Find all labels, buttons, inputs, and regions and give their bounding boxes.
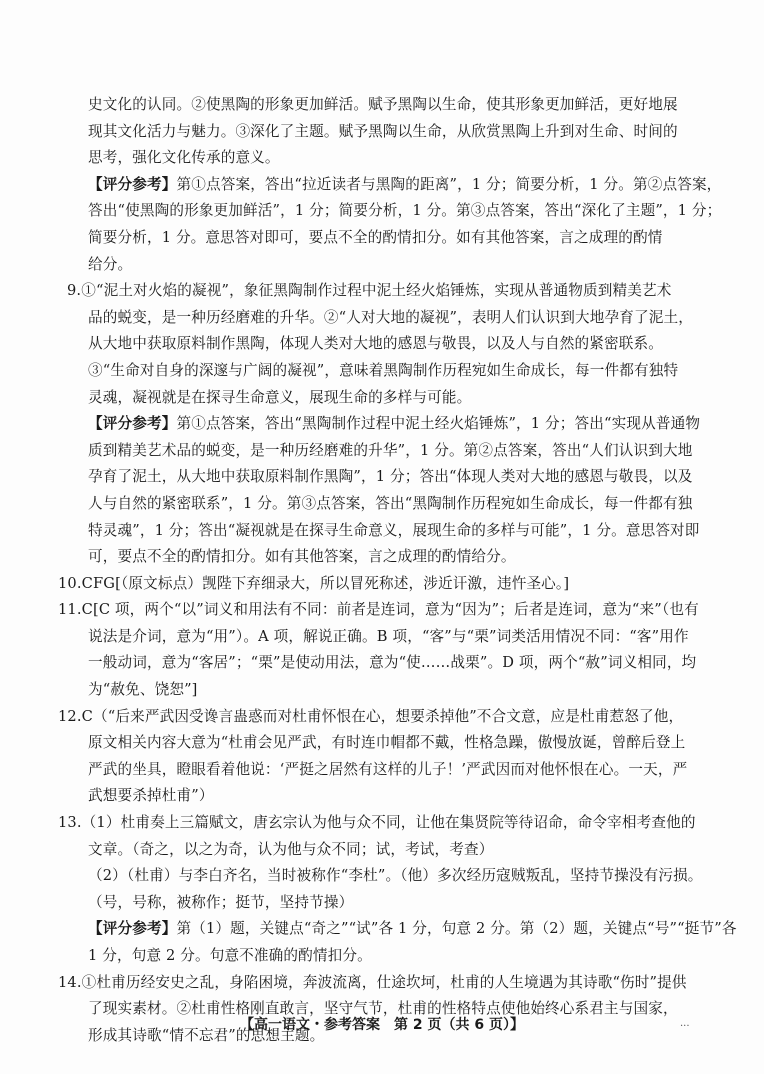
scoring-reference-tag: 【评分参考】: [88, 415, 177, 433]
question-number: 11.: [58, 601, 82, 619]
scoring-reference-tag: 【评分参考】: [88, 920, 177, 938]
scoring-line: [88, 411, 701, 438]
text-line: 从大地中获取原料制作黑陶，体现人类对大地的感恩与敬畏，以及人与自然的紧密联系。: [88, 335, 664, 353]
scoring-line: 质到精美艺术品的蜕变，是一种历经磨难的升华”，1 分。第②点答案，答出“人们认识到大地: [88, 441, 693, 459]
answer-text: ①“泥土对火焰的凝视”，象征黑陶制作过程中泥土经火焰锤炼，实现从普通物质到精美艺术: [81, 282, 672, 300]
scoring-line: 给分。: [88, 255, 133, 273]
text-line: 为“赦免、饶恕”]: [88, 681, 198, 699]
text-line: 了现实素材。②杜甫性格刚直敢言，坚守气节，杜甫的性格特点使他始终心系君主与国家，: [88, 1000, 678, 1018]
answer-content: [58, 92, 737, 1049]
scoring-line: 可，要点不全的酌情扣分。如有其他答案，言之成理的酌情给分。: [88, 548, 516, 566]
q13-answer: [58, 810, 737, 970]
question-number: 12.: [58, 707, 82, 725]
answer-text: CFG[（原文标点）觊陛下弃细录大，所以冒死称述，涉近讦激，违忤圣心。]: [81, 574, 570, 592]
text-line: 史文化的认同。②使黑陶的形象更加鲜活。赋予黑陶以生命，使其形象更加鲜活，更好地展: [88, 96, 678, 113]
answer-text: C[C 项，两个“以”词义和用法有不同：前者是连词，意为“因为”；后者是连词，意为“来”（也有: [81, 601, 699, 619]
text-line: 一般动词，意为“客居”；“栗”是使动用法，意为“使……战栗”。D 项，两个“赦”词义相同，均: [88, 654, 697, 672]
page-footer: 【高一语文・参考答案 第 2 页（共 6 页）】: [240, 1017, 524, 1033]
scoring-text: 第（1）题，关键点“奇之”“试”各 1 分，句意 2 分。第（2）题，关键点“号”“挺节”各: [176, 920, 737, 938]
text-line: 形成其诗歌“情不忘君”的思想主题。: [88, 1026, 325, 1044]
scoring-reference-tag: 【评分参考】: [88, 175, 177, 193]
q12-answer: [58, 704, 696, 810]
scoring-line: [88, 916, 737, 943]
text-line: 原文相关内容大意为“杜甫会见严武，有时连巾帽都不戴，性格急躁，傲慢放诞，曾醉后登上: [88, 734, 686, 752]
q11-answer: [58, 597, 699, 703]
scoring-line: 特灵魂”，1 分；答出“凝视就是在探寻生命意义，展现生命的多样与可能”，1 分。意思答对即: [88, 521, 700, 539]
q10-answer: [58, 571, 696, 598]
question-number: 9.: [67, 282, 82, 300]
q9-answer: [67, 278, 701, 571]
text-line: [58, 571, 696, 598]
footer-ellipsis: ...: [680, 1018, 690, 1029]
text-line: [67, 278, 696, 305]
text-line: （2）（杜甫）与李白齐名，当时被称作“李杜”。（他）多次经历寇贼叛乱，坚持节操没有污损。: [88, 867, 703, 885]
scoring-line: [88, 172, 722, 199]
scoring-line: 1 分，句意 2 分。句意不准确的酌情扣分。: [88, 947, 372, 964]
text-line: （号，号称，被称作；挺节，坚持节操）: [88, 893, 354, 911]
question-number: 14.: [58, 973, 82, 991]
text-line: [58, 810, 696, 837]
scoring-line: 答出“使黑陶的形象更加鲜活”，1 分；简要分析，1 分。第③点答案，答出“深化了主题”，1 分；: [88, 202, 722, 220]
text-line: 说法是介词，意为“用”）。A 项，解说正确。B 项，“客”与“栗”词类活用情况不同：“客”用作: [88, 627, 689, 645]
scoring-line: 人与自然的紧密联系”，1 分。第③点答案，答出“黑陶制作历程宛如生命成长，每一件都有独: [88, 494, 693, 512]
text-line: 思考，强化文化传承的意义。: [88, 149, 280, 167]
text-line: [58, 597, 699, 624]
text-line: [58, 970, 696, 997]
text-line: ③“生命对自身的深邃与广阔的凝视”，意味着黑陶制作历程宛如生命成长，每一件都有独特: [88, 361, 679, 379]
text-line: 灵魂，凝视就是在探寻生命意义，展现生命的多样与可能。: [88, 388, 472, 406]
text-line: 严武的坐具，瞪眼看着他说：‘严挺之居然有这样的儿子！’严武因而对他怀恨在心。一天，严: [88, 760, 688, 778]
text-line: 现其文化活力与魅力。③深化了主题。赋予黑陶以生命，从欣赏黑陶上升到对生命、时间的: [88, 122, 678, 140]
answer-text: C（“后来严武因受谗言蛊惑而对杜甫怀恨在心，想要杀掉他”不合文意，应是杜甫惹怒了他，: [81, 707, 684, 725]
scoring-text: 第①点答案，答出“黑陶制作过程中泥土经火焰锤炼”，1 分；答出“实现从普通物: [176, 415, 701, 433]
answer-text: ①杜甫历经安史之乱，身陷困境，奔波流离，仕途坎坷，杜甫的人生境遇为其诗歌“伤时”提供: [81, 973, 687, 991]
text-line: 品的蜕变，是一种历经磨难的升华。②“人对大地的凝视”，表明人们认识到大地孕育了泥土，: [88, 308, 693, 326]
scoring-text: 第①点答案，答出“拉近读者与黑陶的距离”，1 分；简要分析，1 分。第②点答案，: [176, 175, 722, 193]
question-number: 10.: [58, 574, 82, 592]
text-line: [58, 704, 696, 731]
answer-text: （1）杜甫奏上三篇赋文，唐玄宗认为他与众不同，让他在集贤院等待诏命，命令宰相考查他的: [81, 814, 696, 832]
q14-answer: [58, 970, 696, 1050]
question-number: 13.: [58, 814, 82, 832]
scoring-line: 孕育了泥土，从大地中获取原料制作黑陶”，1 分；答出“体现人类对大地的感恩与敬畏，以及: [88, 468, 693, 486]
text-line: 文章。（奇之，以之为奇，认为他与众不同；试，考试，考查）: [88, 840, 494, 858]
text-line: 武想要杀掉杜甫”）: [88, 787, 214, 805]
scoring-line: 简要分析，1 分。意思答对即可，要点不全的酌情扣分。如有其他答案，言之成理的酌情: [88, 228, 663, 246]
q8-answer-continued: [88, 92, 722, 278]
